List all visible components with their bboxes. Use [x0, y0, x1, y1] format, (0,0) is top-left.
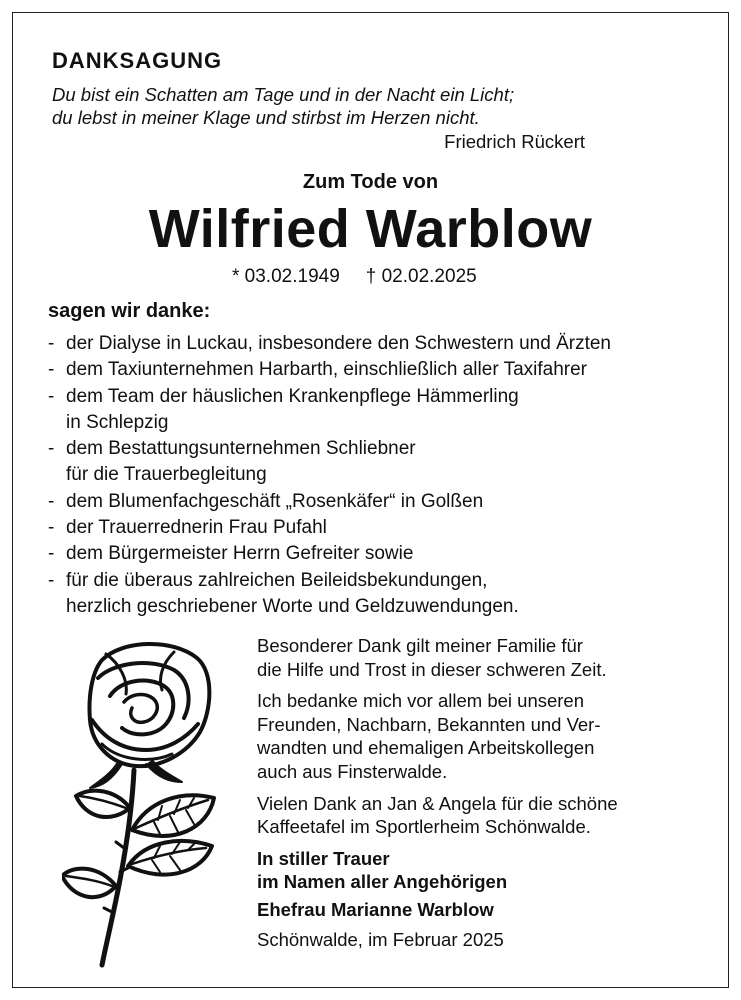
list-dash: - [48, 385, 55, 407]
quote-line-2: du lebst in meiner Klage und stirbst im Herzen nicht. [52, 107, 480, 128]
life-dates [232, 266, 477, 288]
list-item-text: dem Bürgermeister Herrn Gefreiter sowie [66, 543, 414, 565]
text-line: Ich bedanke mich vor allem bei unseren [257, 690, 585, 712]
text-line: auch aus Finsterwalde. [257, 760, 448, 782]
list-item-text: der Dialyse in Luckau, insbesondere den Schwestern und Ärzten [66, 333, 611, 354]
text-line: Vielen Dank an Jan & Angela für die schöne [257, 792, 618, 814]
text-line: Besonderer Dank gilt meiner Familie für [257, 635, 583, 656]
list-item-text: dem Team der häuslichen Krankenpflege Hämmerling [66, 385, 519, 407]
list-item [48, 436, 611, 489]
list-item [48, 357, 611, 383]
list-item-text-cont: für die Trauerbegleitung [66, 464, 267, 486]
signature-line: Ehefrau Marianne Warblow [257, 898, 494, 920]
list-item [48, 489, 611, 515]
list-item-text: der Trauerrednerin Frau Pufahl [66, 517, 327, 539]
notice-heading: DANKSAGUNG [52, 48, 223, 73]
list-item-text-cont: in Schlepzig [66, 411, 169, 433]
thanks-list [48, 331, 611, 620]
list-item-text: dem Blumenfachgeschäft „Rosenkäfer“ in Golßen [66, 490, 484, 512]
list-dash: - [48, 569, 55, 591]
quote-author: Friedrich Rückert [444, 131, 585, 152]
death-date: † 02.02.2025 [365, 266, 477, 287]
list-dash: - [48, 517, 55, 539]
text-line: die Hilfe und Trost in dieser schweren Zeit. [257, 658, 607, 680]
signature-line: In stiller Trauer [257, 847, 390, 869]
list-item [48, 568, 611, 621]
paragraph-friends-thanks [257, 689, 618, 783]
list-dash: - [48, 543, 55, 565]
list-item [48, 515, 611, 541]
deceased-name: Wilfried Warblow [148, 199, 593, 259]
place-date-text: Schönwalde, im Februar 2025 [257, 928, 504, 950]
list-item-text: für die überaus zahlreichen Beileidsbekundungen, [66, 569, 488, 591]
list-dash: - [48, 438, 55, 460]
quote-line-1: Du bist ein Schatten am Tage und in der Nacht ein Licht; [52, 84, 515, 105]
place-date [257, 928, 618, 952]
text-line: Freunden, Nachbarn, Bekannten und Ver- [257, 713, 601, 735]
closing-text [257, 634, 618, 959]
list-dash: - [48, 490, 55, 512]
list-item [48, 541, 611, 567]
paragraph-family-thanks [257, 634, 618, 681]
birth-date: * 03.02.1949 [232, 266, 340, 287]
text-line: wandten und ehemaligen Arbeitskollegen [257, 737, 595, 759]
list-item [48, 331, 611, 357]
paragraph-coffee-thanks [257, 792, 618, 839]
intro-text: Zum Tode von [302, 171, 439, 193]
signature-line: im Namen aller Angehörigen [257, 871, 508, 893]
list-item-text-cont: herzlich geschriebener Worte und Geldzuwendungen. [66, 595, 519, 617]
list-item-text: dem Bestattungsunternehmen Schliebner [66, 438, 416, 460]
text-line: Kaffeetafel im Sportlerheim Schönwalde. [257, 816, 591, 838]
list-dash: - [48, 333, 55, 354]
list-item-text: dem Taxiunternehmen Harbarth, einschließlich aller Taxifahrer [66, 359, 587, 381]
list-dash: - [48, 359, 55, 381]
thanks-heading: sagen wir danke: [48, 300, 211, 322]
rose-icon [62, 640, 232, 970]
signature-name [257, 898, 618, 922]
list-item [48, 384, 611, 437]
signature-block [257, 847, 618, 894]
